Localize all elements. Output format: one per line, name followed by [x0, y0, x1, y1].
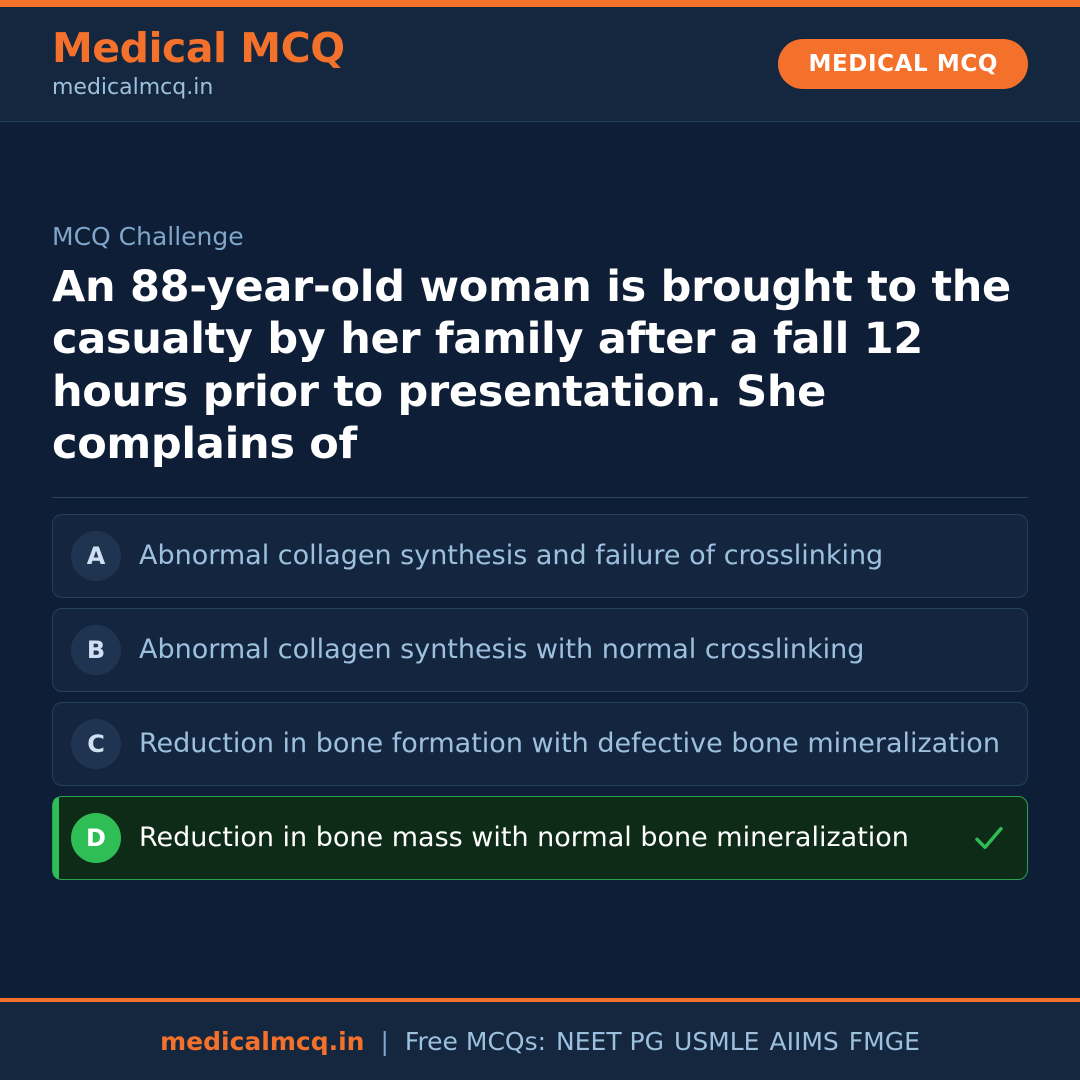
footer-exams-label: Free MCQs: [404, 1026, 547, 1056]
option-d-letter: D [71, 813, 121, 863]
footer-wrap [0, 998, 1080, 1080]
top-accent-bar [0, 0, 1080, 7]
footer-separator: | [380, 1026, 389, 1056]
main-content [0, 122, 1080, 998]
brand-title: Medical MCQ [52, 24, 345, 73]
question-divider [52, 497, 1028, 498]
option-d[interactable] [52, 796, 1028, 880]
footer-exams [405, 1027, 920, 1056]
option-a[interactable] [52, 514, 1028, 598]
option-c-letter: C [71, 719, 121, 769]
header [0, 7, 1080, 122]
option-d-text: Reduction in bone mass with normal bone mineralization [139, 821, 909, 853]
checkmark-icon [971, 820, 1007, 856]
brand-pill-badge: MEDICAL MCQ [778, 39, 1028, 89]
option-b[interactable] [52, 608, 1028, 692]
options-list [52, 514, 1028, 880]
brand-subtitle: medicalmcq.in [52, 75, 214, 101]
brand-block [52, 24, 345, 101]
option-a-text: Abnormal collagen synthesis and failure of crosslinking [139, 539, 884, 571]
option-b-text: Abnormal collagen synthesis with normal crosslinking [139, 633, 865, 665]
option-c[interactable] [52, 702, 1028, 786]
section-eyebrow: MCQ Challenge [52, 222, 244, 251]
option-a-letter: A [71, 531, 121, 581]
footer-exam-usmle: USMLE [674, 1026, 760, 1056]
option-c-text: Reduction in bone formation with defective bone mineralization [139, 727, 1000, 759]
footer-site-link[interactable]: medicalmcq.in [160, 1026, 365, 1056]
footer [0, 1002, 1080, 1080]
question-text: An 88-year-old woman is brought to the casualty by her family after a fall 12 hours prior to presentation. She complains of [52, 262, 1011, 470]
footer-exam-fmge: FMGE [848, 1026, 920, 1056]
footer-exam-neetpg: NEET PG [556, 1026, 665, 1056]
footer-exam-aiims: AIIMS [769, 1026, 839, 1056]
option-b-letter: B [71, 625, 121, 675]
